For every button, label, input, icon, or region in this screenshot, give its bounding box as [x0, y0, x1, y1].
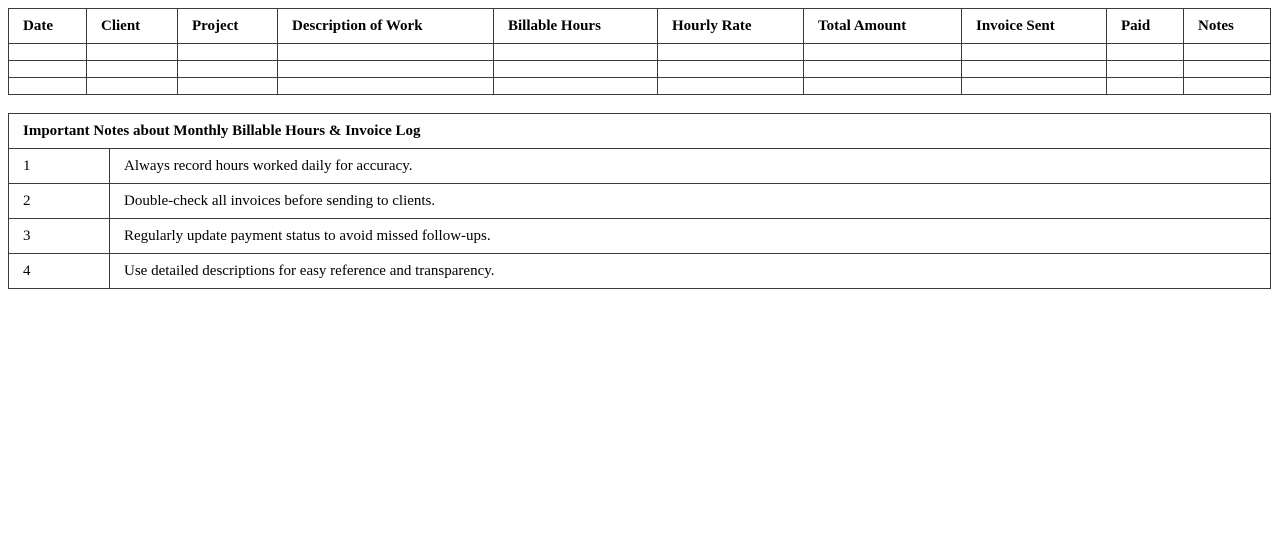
cell-notes[interactable]: [1184, 61, 1271, 78]
column-header-date: Date: [9, 9, 87, 44]
column-header-invoice-sent: Invoice Sent: [962, 9, 1107, 44]
cell-invoice-sent[interactable]: [962, 78, 1107, 95]
note-number: 4: [9, 254, 110, 289]
cell-description[interactable]: [278, 44, 494, 61]
column-header-paid: Paid: [1107, 9, 1184, 44]
cell-billable-hours[interactable]: [494, 78, 658, 95]
cell-date[interactable]: [9, 44, 87, 61]
note-row: [9, 149, 1271, 184]
cell-client[interactable]: [87, 78, 178, 95]
cell-hourly-rate[interactable]: [658, 78, 804, 95]
note-row: [9, 219, 1271, 254]
cell-total-amount[interactable]: [804, 61, 962, 78]
note-row: [9, 254, 1271, 289]
cell-client[interactable]: [87, 61, 178, 78]
cell-total-amount[interactable]: [804, 78, 962, 95]
cell-invoice-sent[interactable]: [962, 61, 1107, 78]
cell-hourly-rate[interactable]: [658, 44, 804, 61]
cell-billable-hours[interactable]: [494, 44, 658, 61]
note-number: 2: [9, 184, 110, 219]
column-header-client: Client: [87, 9, 178, 44]
cell-project[interactable]: [178, 44, 278, 61]
cell-paid[interactable]: [1107, 44, 1184, 61]
note-number: 1: [9, 149, 110, 184]
column-header-notes: Notes: [1184, 9, 1271, 44]
note-text: Use detailed descriptions for easy reference and transparency.: [110, 254, 1271, 289]
cell-invoice-sent[interactable]: [962, 44, 1107, 61]
cell-date[interactable]: [9, 78, 87, 95]
cell-billable-hours[interactable]: [494, 61, 658, 78]
cell-notes[interactable]: [1184, 78, 1271, 95]
cell-project[interactable]: [178, 61, 278, 78]
table-row: [9, 61, 1271, 78]
note-text: Always record hours worked daily for accuracy.: [110, 149, 1271, 184]
cell-date[interactable]: [9, 61, 87, 78]
cell-project[interactable]: [178, 78, 278, 95]
cell-total-amount[interactable]: [804, 44, 962, 61]
table-row: [9, 78, 1271, 95]
column-header-total-amount: Total Amount: [804, 9, 962, 44]
table-row: [9, 44, 1271, 61]
column-header-hourly-rate: Hourly Rate: [658, 9, 804, 44]
note-text: Double-check all invoices before sending to clients.: [110, 184, 1271, 219]
column-header-description: Description of Work: [278, 9, 494, 44]
cell-client[interactable]: [87, 44, 178, 61]
cell-notes[interactable]: [1184, 44, 1271, 61]
cell-hourly-rate[interactable]: [658, 61, 804, 78]
cell-paid[interactable]: [1107, 61, 1184, 78]
note-number: 3: [9, 219, 110, 254]
header-row: [9, 9, 1271, 44]
cell-paid[interactable]: [1107, 78, 1184, 95]
notes-title-row: [9, 114, 1271, 149]
cell-description[interactable]: [278, 78, 494, 95]
column-header-project: Project: [178, 9, 278, 44]
note-text: Regularly update payment status to avoid missed follow-ups.: [110, 219, 1271, 254]
notes-title: Important Notes about Monthly Billable Hours & Invoice Log: [9, 114, 1271, 149]
cell-description[interactable]: [278, 61, 494, 78]
important-notes-table: [8, 113, 1271, 289]
note-row: [9, 184, 1271, 219]
column-header-billable-hours: Billable Hours: [494, 9, 658, 44]
billable-hours-log-table: [8, 8, 1271, 95]
